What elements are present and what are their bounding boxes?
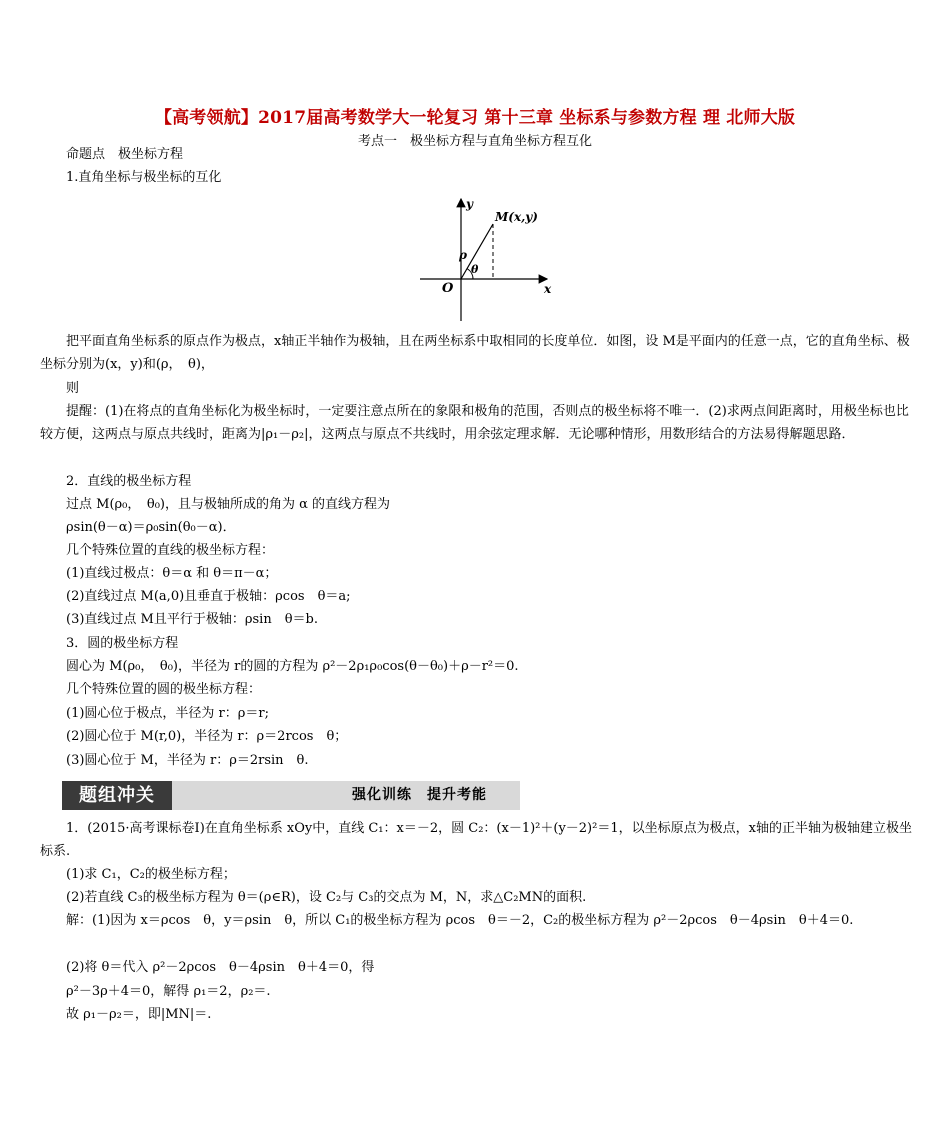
line-special-cases-intro: 几个特殊位置的直线的极坐标方程： xyxy=(66,543,275,558)
then-label: 则 xyxy=(66,381,80,396)
theta-label: θ xyxy=(471,263,479,276)
line-case-3: (3)直线过点 M且平行于极轴：ρsin θ＝b. xyxy=(66,612,318,627)
item-heading: 1.直角坐标与极坐标的互化 xyxy=(66,170,222,185)
origin-label: O xyxy=(442,281,454,296)
solution-part-2-step-2: ρ²－3ρ＋4＝0，解得 ρ₁＝2，ρ₂＝. xyxy=(66,984,271,999)
solution-part-1: 解：(1)因为 x＝ρcos θ，y＝ρsin θ，所以 C₁的极坐标方程为 ρcos θ＝－2，C₂的极坐标方程为 ρ²－2ρcos θ－4ρsin θ＋4＝0. xyxy=(66,913,854,928)
y-axis-label: y xyxy=(466,197,473,211)
practice-banner xyxy=(62,781,520,810)
line-case-2: (2)直线过点 M(a,0)且垂直于极轴：ρcos θ＝a; xyxy=(66,589,351,604)
rho-label: ρ xyxy=(459,248,467,262)
solution-part-2-step-3: 故 ρ₁－ρ₂＝，即|MN|＝. xyxy=(66,1007,212,1022)
line-equation-text: 过点 M(ρ₀， θ₀)，且与极轴所成的角为 α 的直线方程为 xyxy=(66,497,391,512)
definition-paragraph: 把平面直角坐标系的原点作为极点，x轴正半轴作为极轴，且在两坐标系中取相同的长度单位．如图，设 M是平面内的任意一点，它的直角坐标、极坐标分别为(x，y)和(ρ， θ)， xyxy=(40,334,910,372)
circle-case-2: (2)圆心位于 M(r,0)，半径为 r：ρ＝2rcos θ； xyxy=(66,729,348,744)
reminder-paragraph: 提醒：(1)在将点的直角坐标化为极坐标时，一定要注意点所在的象限和极角的范围，否则点的极坐标将不唯一．(2)求两点间距离时，用极坐标也比较方便，这两点与原点共线时，距离为|ρ₁－ρ₂|，这两点与原点不共线时，用余弦定理求解．无论哪种情形，用数形结合的方法易得解题思路． xyxy=(40,404,909,442)
banner-title: 题组冲关 xyxy=(62,781,172,810)
circle-case-1: (1)圆心位于极点，半径为 r：ρ＝r; xyxy=(66,706,269,721)
polar-coordinate-diagram xyxy=(415,193,565,323)
banner-subtitle: 强化训练 提升考能 xyxy=(352,787,487,803)
exercise-question-2: (2)若直线 C₃的极坐标方程为 θ＝(ρ∈R)，设 C₂与 C₃的交点为 M，N，求△C₂MN的面积. xyxy=(66,890,587,905)
x-axis-label: x xyxy=(544,282,552,296)
point-label: M(x,y) xyxy=(495,210,538,224)
section-subtitle: 考点一 极坐标方程与直角坐标方程互化 xyxy=(357,134,592,149)
exercise-question-1: (1)求 C₁，C₂的极坐标方程； xyxy=(66,867,236,882)
exercise-problem: 1．(2015·高考课标卷Ⅰ)在直角坐标系 xOy中，直线 C₁：x＝－2，圆 C₂：(x－1)²＋(y－2)²＝1，以坐标原点为极点，x轴的正半轴为极轴建立极坐标系. xyxy=(40,821,912,859)
circle-equation-heading: 3．圆的极坐标方程 xyxy=(66,636,179,651)
circle-equation-formula: 圆心为 M(ρ₀， θ₀)，半径为 r的圆的方程为 ρ²－2ρ₁ρ₀cos(θ－θ₀)＋ρ－r²＝0. xyxy=(66,659,519,674)
circle-case-3: (3)圆心位于 M，半径为 r：ρ＝2rsin θ. xyxy=(66,753,309,768)
circle-special-cases-intro: 几个特殊位置的圆的极坐标方程： xyxy=(66,682,262,697)
document-title: 【高考领航】2017届高考数学大一轮复习 第十三章 坐标系与参数方程 理 北师大版 xyxy=(154,108,796,128)
solution-part-2-step-1: (2)将 θ＝代入 ρ²－2ρcos θ－4ρsin θ＋4＝0，得 xyxy=(66,960,375,975)
line-equation-formula: ρsin(θ－α)＝ρ₀sin(θ₀－α)． xyxy=(66,520,236,535)
topic-label: 命题点 极坐标方程 xyxy=(66,147,184,162)
line-case-1: (1)直线过极点：θ＝α 和 θ＝π－α； xyxy=(66,566,278,581)
line-equation-heading: 2．直线的极坐标方程 xyxy=(66,474,192,489)
